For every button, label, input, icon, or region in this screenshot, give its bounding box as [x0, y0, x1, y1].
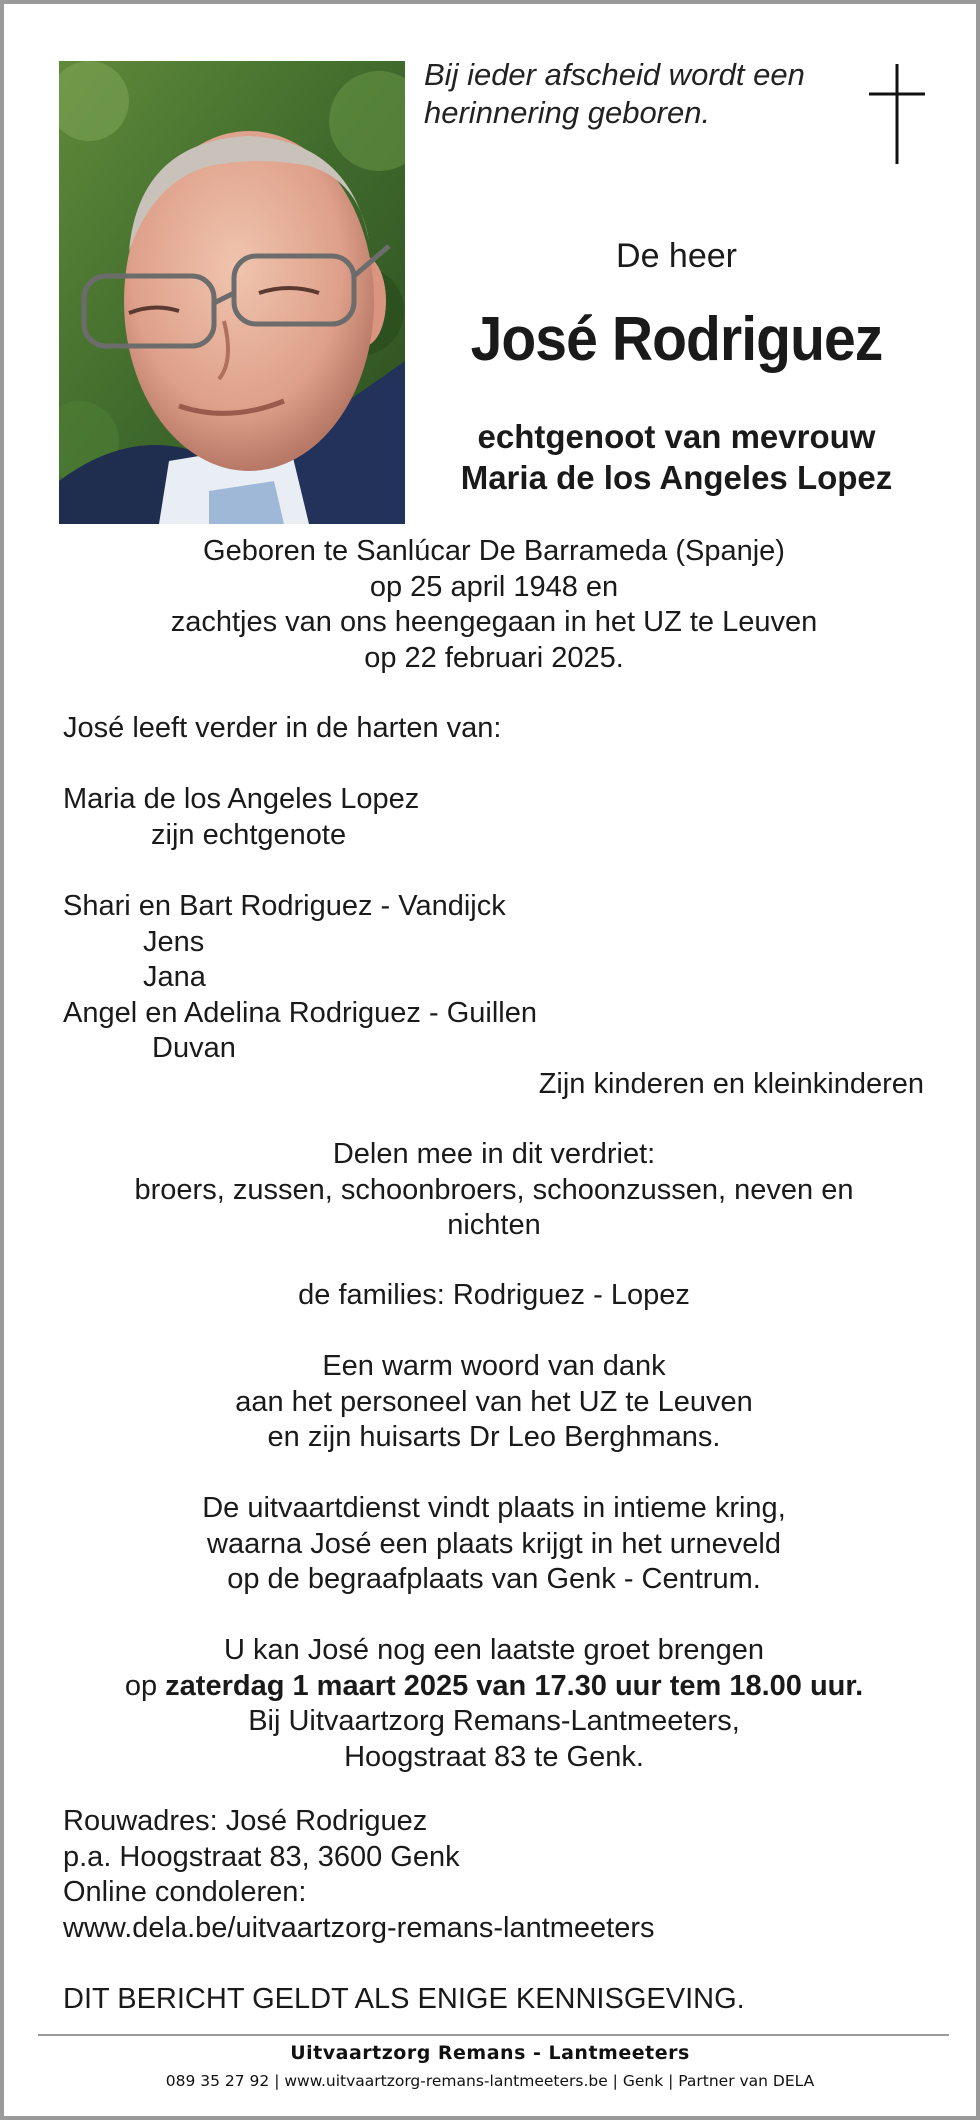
thanks-line: Een warm woord van dank	[322, 1350, 666, 1382]
portrait-illustration	[59, 61, 405, 524]
birth-date: op 25 april 1948 en	[369, 570, 619, 603]
family-spouse-name: Maria de los Angeles Lopez	[63, 783, 420, 815]
thanks-line: en zijn huisarts Dr Leo Berghmans.	[267, 1421, 721, 1453]
mourning-address-label: Rouwadres: José Rodriguez	[63, 1805, 428, 1837]
latin-cross-icon	[869, 64, 925, 164]
quote	[424, 56, 844, 132]
family-spouse-role: zijn echtgenote	[151, 818, 347, 851]
children-list	[63, 889, 943, 1102]
child-family: Angel en Adelina Rodriguez - Guillen	[63, 996, 537, 1029]
child-family: Shari en Bart Rodriguez - Vandijck	[63, 890, 506, 922]
spouse-heading-line: echtgenoot van mevrouw	[477, 418, 876, 455]
service-section	[44, 1491, 944, 1598]
visit-section	[44, 1633, 944, 1775]
condolence-link[interactable]: www.dela.be/uitvaartzorg-remans-lantmeeters	[63, 1911, 655, 1944]
visit-date-prefix: op	[124, 1669, 166, 1702]
family-list	[63, 782, 943, 853]
quote-line: herinnering geboren.	[424, 95, 711, 130]
grandchild: Duvan	[152, 1032, 236, 1064]
grief-line: Delen mee in dit verdriet:	[332, 1138, 656, 1170]
grandchild: Jana	[143, 961, 206, 993]
thanks-line: aan het personeel van het UZ te Leuven	[235, 1385, 753, 1418]
visit-line: U kan José nog een laatste groet brengen	[223, 1634, 765, 1666]
service-line: op de begraafplaats van Genk - Centrum.	[227, 1563, 761, 1595]
footer-divider	[38, 2034, 949, 2036]
spouse-heading	[424, 416, 929, 498]
death-date: op 22 februari 2025.	[364, 641, 624, 674]
grief-line: broers, zussen, schoonbroers, schoonzussen, neven en	[134, 1173, 854, 1206]
visit-line: Bij Uitvaartzorg Remans-Lantmeeters,	[248, 1705, 740, 1737]
visit-date-line	[44, 1669, 944, 1705]
children-label: Zijn kinderen en kleinkinderen	[538, 1067, 924, 1100]
birth-line: Geboren te Sanlúcar De Barrameda (Spanje)	[203, 535, 785, 567]
families-line: de families: Rodriguez - Lopez	[298, 1279, 690, 1311]
service-line: De uitvaartdienst vindt plaats in intieme kring,	[202, 1492, 786, 1524]
death-place: zachtjes van ons heengegaan in het UZ te Leuven	[170, 606, 818, 638]
visit-date-time: zaterdag 1 maart 2025 van 17.30 uur tem 18.00 uur.	[165, 1669, 864, 1702]
notice-text: DIT BERICHT GELDT ALS ENIGE KENNISGEVING.	[63, 1983, 745, 2015]
deceased-title: De heer	[616, 237, 737, 275]
quote-line: Bij ieder afscheid wordt een	[424, 57, 805, 92]
grief-line: nichten	[447, 1209, 541, 1241]
deceased-name: José Rodriguez	[470, 305, 883, 374]
online-condolence-label: Online condoleren:	[63, 1876, 307, 1908]
contact-section	[63, 1804, 943, 1946]
spouse-heading-line: Maria de los Angeles Lopez	[460, 459, 893, 496]
grandchild: Jens	[143, 925, 205, 958]
footer-company: Uitvaartzorg Remans - Lantmeeters	[290, 2042, 690, 2064]
family-intro: José leeft verder in de harten van:	[63, 712, 502, 744]
visit-line: Hoogstraat 83 te Genk.	[344, 1740, 644, 1773]
thanks-section	[44, 1349, 944, 1456]
footer-contact-info: 089 35 27 92 | www.uitvaartzorg-remans-lantmeeters.be | Genk | Partner van DELA	[165, 2072, 815, 2090]
service-line: waarna José een plaats krijgt in het urneveld	[207, 1527, 781, 1560]
portrait-photo	[59, 61, 405, 524]
birth-death-info	[44, 534, 944, 676]
grief-section	[44, 1137, 944, 1244]
mourning-address: p.a. Hoogstraat 83, 3600 Genk	[63, 1840, 460, 1873]
